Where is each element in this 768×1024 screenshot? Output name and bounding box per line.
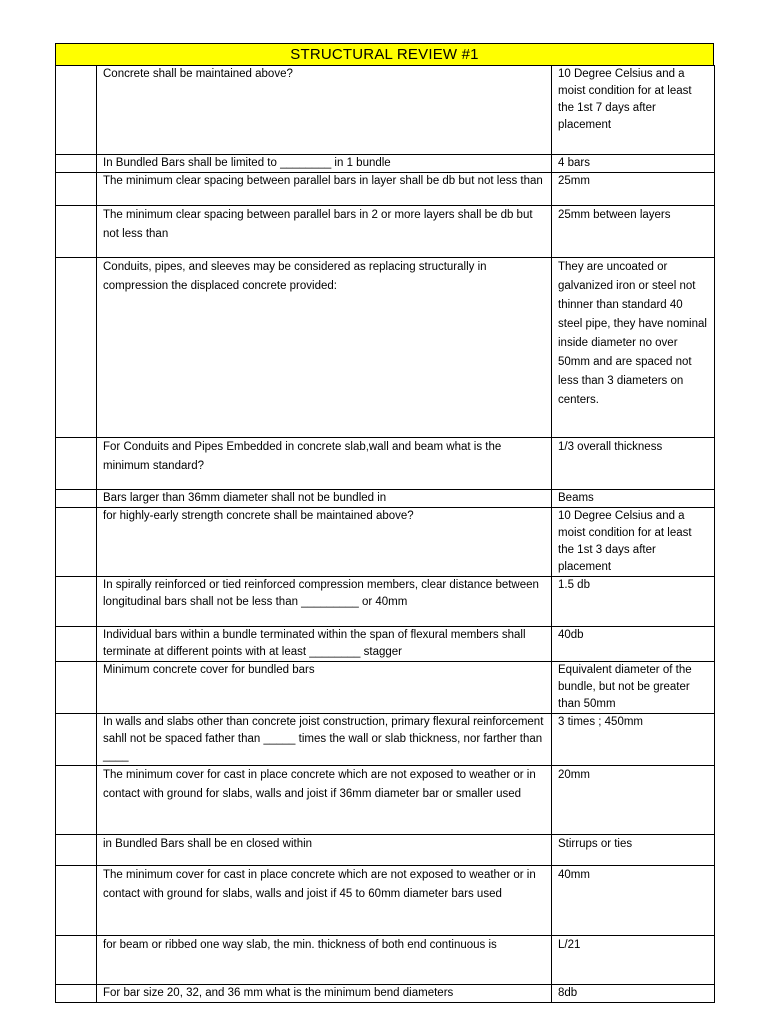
- table-row: [56, 714, 715, 766]
- row-number-cell: [56, 155, 97, 173]
- answer-cell: 1/3 overall thickness: [552, 438, 715, 490]
- row-number-cell: [56, 577, 97, 627]
- table-row: [56, 508, 715, 577]
- question-cell: In Bundled Bars shall be limited to ________ in 1 bundle: [97, 155, 552, 173]
- answer-cell: 40db: [552, 627, 715, 662]
- row-number-cell: [56, 206, 97, 258]
- row-number-cell: [56, 866, 97, 936]
- review-table: [55, 65, 715, 1003]
- answer-cell: Equivalent diameter of the bundle, but not be greater than 50mm: [552, 662, 715, 714]
- question-cell: in Bundled Bars shall be en closed within: [97, 835, 552, 866]
- row-number-cell: [56, 662, 97, 714]
- table-row: [56, 835, 715, 866]
- table-row: [56, 766, 715, 835]
- row-number-cell: [56, 173, 97, 206]
- question-cell: Conduits, pipes, and sleeves may be considered as replacing structurally in compression the displaced concrete provided:: [97, 258, 552, 438]
- question-cell: Concrete shall be maintained above?: [97, 66, 552, 155]
- answer-cell: 10 Degree Celsius and a moist condition for at least the 1st 3 days after placement: [552, 508, 715, 577]
- question-cell: Bars larger than 36mm diameter shall not be bundled in: [97, 490, 552, 508]
- table-row: [56, 66, 715, 155]
- answer-cell: They are uncoated or galvanized iron or steel not thinner than standard 40 steel pipe, they have nominal inside diameter no over 50mm and are spaced not less than 3 diameters on centers.: [552, 258, 715, 438]
- table-row: [56, 577, 715, 627]
- table-row: [56, 866, 715, 936]
- table-row: [56, 490, 715, 508]
- row-number-cell: [56, 714, 97, 766]
- table-row: [56, 985, 715, 1003]
- answer-cell: 20mm: [552, 766, 715, 835]
- question-cell: The minimum cover for cast in place concrete which are not exposed to weather or in contact with ground for slabs, walls and joist if 36mm diameter bar or smaller used: [97, 766, 552, 835]
- table-row: [56, 258, 715, 438]
- table-row: [56, 155, 715, 173]
- review-sheet: [55, 43, 714, 1003]
- question-cell: The minimum clear spacing between parallel bars in 2 or more layers shall be db but not less than: [97, 206, 552, 258]
- table-row: [56, 438, 715, 490]
- answer-cell: Beams: [552, 490, 715, 508]
- table-row: [56, 206, 715, 258]
- question-cell: For Conduits and Pipes Embedded in concrete slab,wall and beam what is the minimum standard?: [97, 438, 552, 490]
- question-cell: In walls and slabs other than concrete joist construction, primary flexural reinforcement sahll not be spaced father than _____ times the wall or slab thickness, nor farther than ____: [97, 714, 552, 766]
- table-row: [56, 662, 715, 714]
- question-cell: Individual bars within a bundle terminated within the span of flexural members shall terminate at different points with at least ________ stagger: [97, 627, 552, 662]
- question-cell: The minimum clear spacing between parallel bars in layer shall be db but not less than: [97, 173, 552, 206]
- answer-cell: 10 Degree Celsius and a moist condition for at least the 1st 7 days after placement: [552, 66, 715, 155]
- answer-cell: 1.5 db: [552, 577, 715, 627]
- row-number-cell: [56, 490, 97, 508]
- answer-cell: 4 bars: [552, 155, 715, 173]
- row-number-cell: [56, 936, 97, 985]
- answer-cell: 3 times ; 450mm: [552, 714, 715, 766]
- table-row: [56, 173, 715, 206]
- row-number-cell: [56, 835, 97, 866]
- answer-cell: 8db: [552, 985, 715, 1003]
- question-cell: For bar size 20, 32, and 36 mm what is the minimum bend diameters: [97, 985, 552, 1003]
- answer-cell: Stirrups or ties: [552, 835, 715, 866]
- answer-cell: 25mm: [552, 173, 715, 206]
- row-number-cell: [56, 508, 97, 577]
- table-row: [56, 936, 715, 985]
- answer-cell: 25mm between layers: [552, 206, 715, 258]
- question-cell: Minimum concrete cover for bundled bars: [97, 662, 552, 714]
- question-cell: In spirally reinforced or tied reinforced compression members, clear distance between longitudinal bars shall not be less than _________ or 40mm: [97, 577, 552, 627]
- answer-cell: 40mm: [552, 866, 715, 936]
- row-number-cell: [56, 766, 97, 835]
- answer-cell: L/21: [552, 936, 715, 985]
- row-number-cell: [56, 66, 97, 155]
- row-number-cell: [56, 438, 97, 490]
- sheet-title: STRUCTURAL REVIEW #1: [55, 43, 714, 66]
- table-row: [56, 627, 715, 662]
- question-cell: for highly-early strength concrete shall be maintained above?: [97, 508, 552, 577]
- row-number-cell: [56, 627, 97, 662]
- question-cell: The minimum cover for cast in place concrete which are not exposed to weather or in contact with ground for slabs, walls and joist if 45 to 60mm diameter bars used: [97, 866, 552, 936]
- row-number-cell: [56, 985, 97, 1003]
- question-cell: for beam or ribbed one way slab, the min. thickness of both end continuous is: [97, 936, 552, 985]
- row-number-cell: [56, 258, 97, 438]
